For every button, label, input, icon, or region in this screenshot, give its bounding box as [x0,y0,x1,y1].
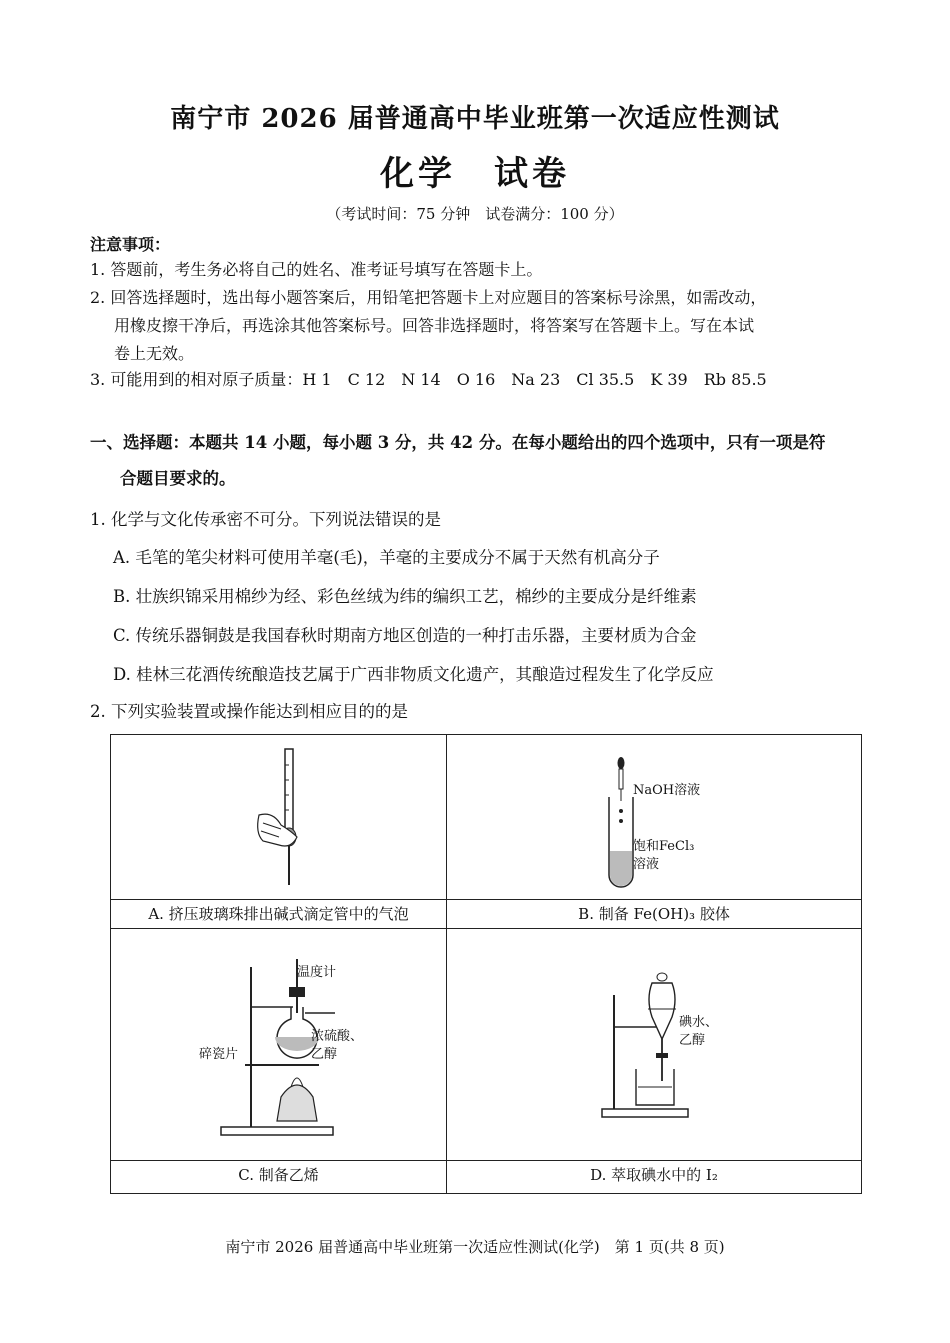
notice-item-1 [90,256,880,284]
question-1-option-c: C. 传统乐器铜鼓是我国春秋时期南方地区创造的一种打击乐器，主要材质为合金 [113,626,697,645]
table-divider [446,735,447,1193]
section-line: 一、选择题：本题共 14 小题，每小题 3 分，共 42 分。在每小题给出的四个选项中，只有一项是符 [90,433,826,452]
page-footer: 南宁市 2026 届普通高中毕业班第一次适应性测试(化学) 第 1 页(共 8 页) [225,1238,725,1256]
caption-c: C. 制备乙烯 [238,1166,319,1184]
notice-line: 3. 可能用到的相对原子质量：H 1 C 12 N 14 O 16 Na 23 Cl 35.5 K 39 Rb 85.5 [90,370,767,389]
section-line: 合题目要求的。 [120,469,236,488]
label-naoh: NaOH溶液 [633,783,701,798]
label-iodine-water: 碘水、 [679,1015,719,1030]
exam-title: 南宁市 2026 届普通高中毕业班第一次适应性测试 [170,104,780,134]
subject-title: 化学 试卷 [380,154,570,194]
burette-figure [251,745,311,895]
notice-line: 1. 答题前，考生务必将自己的姓名、准考证号填写在答题卡上。 [90,260,543,279]
label-acid: 浓硫酸、 [311,1029,364,1044]
exam-info: （考试时间：75 分钟 试卷满分：100 分） [326,205,624,223]
notice-line: 卷上无效。 [114,344,195,363]
section-heading [90,425,880,497]
notice-line: 用橡皮擦干净后，再选涂其他答案标号。回答非选择题时，将答案写在答题卡上。写在本试 [114,316,755,335]
experiment-table [110,734,862,1194]
test-tube-figure [591,755,641,895]
question-1-option-d: D. 桂林三花酒传统酿造技艺属于广西非物质文化遗产，其酿造过程发生了化学反应 [113,665,714,684]
label-chips: 碎瓷片 [199,1047,239,1062]
label-fecl3: 饱和FeCl₃ [633,839,695,854]
question-1-option-a: A. 毛笔的笔尖材料可使用羊毫(毛)，羊毫的主要成分不属于天然有机高分子 [113,548,660,567]
question-2-stem: 2. 下列实验装置或操作能达到相应目的的是 [90,702,408,721]
question-1-option-b: B. 壮族织锦采用棉纱为经、彩色丝绒为纬的编织工艺，棉纱的主要成分是纤维素 [113,587,697,606]
label-thermometer: 温度计 [297,965,337,980]
notice-line: 2. 回答选择题时，选出每小题答案后，用铅笔把答题卡上对应题目的答案标号涂黑，如需改动， [90,288,767,307]
label-ethanol-d: 乙醇 [679,1033,706,1048]
table-divider [111,928,861,929]
caption-b: B. 制备 Fe(OH)₃ 胶体 [578,905,730,923]
notice-item-3 [90,366,880,394]
caption-d: D. 萃取碘水中的 I₂ [590,1166,718,1184]
label-fecl3-2: 溶液 [633,857,660,872]
notice-item-2 [90,284,880,368]
notice-heading: 注意事项： [90,235,171,254]
question-1-stem: 1. 化学与文化传承密不可分。下列说法错误的是 [90,510,441,529]
caption-a: A. 挤压玻璃珠排出碱式滴定管中的气泡 [148,905,409,923]
label-ethanol: 乙醇 [311,1047,338,1062]
